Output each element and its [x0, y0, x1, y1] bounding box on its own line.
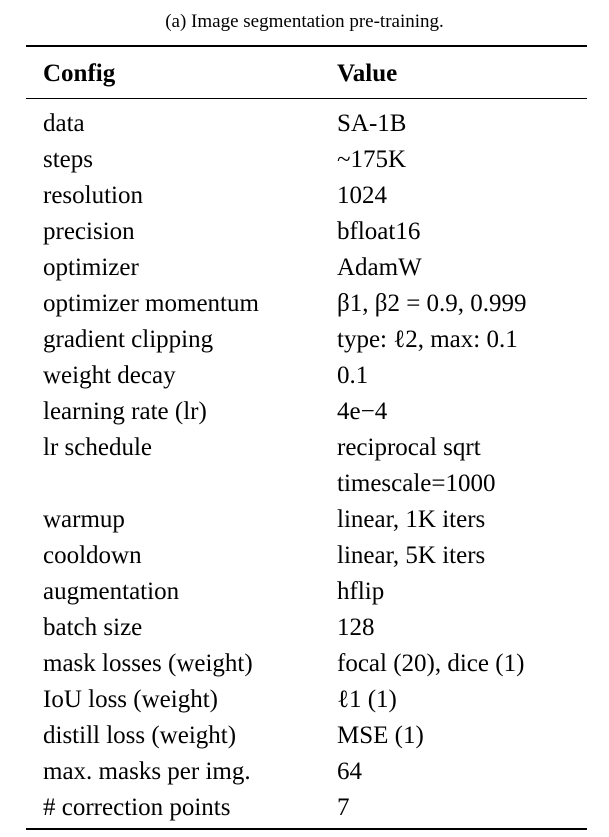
config-cell: data	[43, 110, 85, 137]
value-cell	[337, 610, 375, 646]
value-cell	[337, 358, 368, 394]
config-cell: cooldown	[43, 542, 142, 569]
config-cell: batch size	[43, 614, 143, 641]
config-cell: optimizer momentum	[43, 290, 259, 317]
table-row	[0, 610, 609, 646]
table-row	[0, 430, 609, 502]
value-line: 0.1	[337, 362, 369, 389]
value-line: ℓ1 (1)	[337, 686, 397, 713]
table-row	[0, 718, 609, 754]
table-row	[0, 250, 609, 286]
header-rule	[26, 98, 587, 99]
header-value: Value	[337, 60, 398, 87]
config-cell: # correction points	[43, 794, 231, 821]
value-line: 4e−4	[337, 398, 388, 425]
table-row	[0, 286, 609, 322]
value-cell	[337, 286, 527, 322]
config-cell: steps	[43, 146, 93, 173]
config-cell: resolution	[43, 182, 143, 209]
config-cell: lr schedule	[43, 434, 152, 461]
value-cell	[337, 214, 420, 250]
value-line: type: ℓ2, max: 0.1	[337, 326, 518, 353]
value-line: reciprocal sqrt	[337, 434, 481, 461]
table-body	[0, 106, 609, 826]
top-rule	[26, 45, 587, 47]
header-config: Config	[43, 60, 116, 87]
table-caption: (a) Image segmentation pre-training.	[165, 11, 444, 32]
table-row	[0, 322, 609, 358]
value-line: 1024	[337, 182, 387, 209]
value-line: focal (20), dice (1)	[337, 650, 525, 677]
value-cell	[337, 790, 350, 826]
table-row	[0, 178, 609, 214]
value-line: SA-1B	[337, 110, 407, 137]
value-line: 64	[337, 758, 362, 785]
value-cell	[337, 538, 485, 574]
table-row	[0, 646, 609, 682]
table-row	[0, 790, 609, 826]
value-line: ~175K	[337, 146, 407, 173]
value-line: MSE (1)	[337, 722, 424, 749]
table-row	[0, 358, 609, 394]
config-cell: precision	[43, 218, 135, 245]
config-cell: distill loss (weight)	[43, 722, 237, 749]
value-line: 128	[337, 614, 375, 641]
value-line: β1, β2 = 0.9, 0.999	[337, 290, 527, 317]
value-line: AdamW	[337, 254, 422, 281]
table-row	[0, 214, 609, 250]
value-cell	[337, 502, 485, 538]
value-cell	[337, 430, 496, 502]
config-cell: warmup	[43, 506, 125, 533]
value-cell	[337, 754, 362, 790]
table-header	[0, 56, 609, 92]
value-line: linear, 1K iters	[337, 506, 486, 533]
value-cell	[337, 178, 387, 214]
value-cell	[337, 682, 397, 718]
config-cell: optimizer	[43, 254, 139, 281]
config-cell: augmentation	[43, 578, 180, 605]
value-line: bfloat16	[337, 218, 421, 245]
value-cell	[337, 718, 424, 754]
value-cell	[337, 322, 518, 358]
table-row	[0, 754, 609, 790]
value-cell	[337, 142, 406, 178]
config-cell: learning rate (lr)	[43, 398, 207, 425]
value-cell	[337, 250, 422, 286]
config-cell: IoU loss (weight)	[43, 686, 218, 713]
table-row	[0, 106, 609, 142]
value-line: 7	[337, 794, 350, 821]
config-cell: max. masks per img.	[43, 758, 251, 785]
value-line: timescale=1000	[337, 470, 496, 497]
value-line: hflip	[337, 578, 385, 605]
value-cell	[337, 106, 406, 142]
config-cell: mask losses (weight)	[43, 650, 253, 677]
table-row	[0, 682, 609, 718]
config-cell: gradient clipping	[43, 326, 214, 353]
table-row	[0, 574, 609, 610]
table-row	[0, 538, 609, 574]
bottom-rule	[26, 828, 587, 830]
value-cell	[337, 394, 387, 430]
value-line: linear, 5K iters	[337, 542, 486, 569]
value-cell	[337, 574, 384, 610]
table-row	[0, 142, 609, 178]
config-cell: weight decay	[43, 362, 176, 389]
table-row	[0, 394, 609, 430]
value-cell	[337, 646, 524, 682]
table-row	[0, 502, 609, 538]
